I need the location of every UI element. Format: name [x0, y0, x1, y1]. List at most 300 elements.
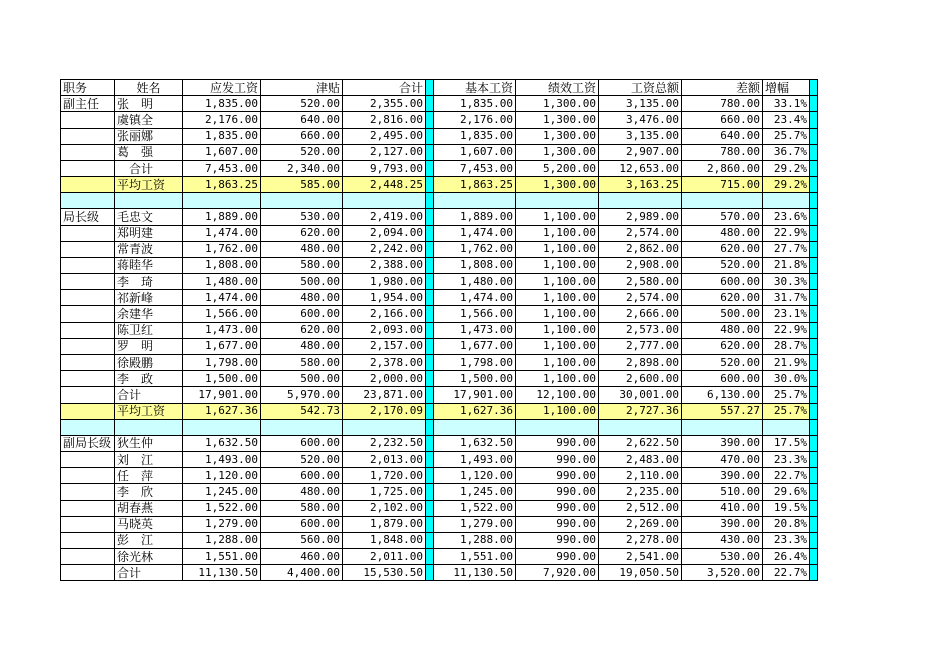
value-cell[interactable]: 2,580.00: [599, 274, 682, 290]
value-cell[interactable]: 2,242.00: [343, 241, 426, 257]
value-cell[interactable]: 1,808.00: [183, 257, 261, 273]
value-cell[interactable]: 1,288.00: [434, 532, 516, 548]
value-cell[interactable]: 1,100.00: [516, 403, 599, 419]
value-cell[interactable]: 2,000.00: [343, 371, 426, 387]
value-cell[interactable]: [763, 193, 810, 209]
name-cell[interactable]: 张丽娜: [115, 128, 183, 144]
value-cell[interactable]: 780.00: [682, 144, 763, 160]
value-cell[interactable]: 3,135.00: [599, 128, 682, 144]
value-cell[interactable]: 620.00: [682, 338, 763, 354]
role-cell[interactable]: [61, 274, 115, 290]
value-cell[interactable]: 2,907.00: [599, 144, 682, 160]
role-cell[interactable]: [61, 484, 115, 500]
name-cell[interactable]: 刘 江: [115, 451, 183, 467]
value-cell[interactable]: 4,400.00: [261, 565, 343, 581]
value-cell[interactable]: 25.7%: [763, 403, 810, 419]
value-cell[interactable]: 500.00: [261, 371, 343, 387]
role-cell[interactable]: [61, 290, 115, 306]
value-cell[interactable]: 715.00: [682, 177, 763, 193]
value-cell[interactable]: [434, 419, 516, 435]
value-cell[interactable]: 1,632.50: [434, 435, 516, 451]
value-cell[interactable]: 500.00: [682, 306, 763, 322]
value-cell[interactable]: 600.00: [682, 274, 763, 290]
name-cell[interactable]: 胡春燕: [115, 500, 183, 516]
value-cell[interactable]: 1,632.50: [183, 435, 261, 451]
value-cell[interactable]: 520.00: [682, 355, 763, 371]
value-cell[interactable]: 20.8%: [763, 516, 810, 532]
value-cell[interactable]: 1,120.00: [183, 468, 261, 484]
name-cell[interactable]: 陈卫红: [115, 322, 183, 338]
value-cell[interactable]: 7,453.00: [434, 160, 516, 176]
value-cell[interactable]: 1,473.00: [183, 322, 261, 338]
name-cell[interactable]: 郑明建: [115, 225, 183, 241]
role-cell[interactable]: [61, 322, 115, 338]
role-cell[interactable]: [61, 160, 115, 176]
value-cell[interactable]: 600.00: [682, 371, 763, 387]
role-cell[interactable]: [61, 549, 115, 565]
value-cell[interactable]: 390.00: [682, 435, 763, 451]
value-cell[interactable]: 1,480.00: [434, 274, 516, 290]
value-cell[interactable]: 23.1%: [763, 306, 810, 322]
value-cell[interactable]: 2,541.00: [599, 549, 682, 565]
value-cell[interactable]: [599, 419, 682, 435]
role-cell[interactable]: [61, 468, 115, 484]
value-cell[interactable]: 7,920.00: [516, 565, 599, 581]
header-cell[interactable]: 合计: [343, 80, 426, 96]
value-cell[interactable]: 23,871.00: [343, 387, 426, 403]
header-cell[interactable]: 增幅: [763, 80, 810, 96]
value-cell[interactable]: 1,279.00: [183, 516, 261, 532]
role-cell[interactable]: [61, 193, 115, 209]
value-cell[interactable]: 17.5%: [763, 435, 810, 451]
value-cell[interactable]: 1,100.00: [516, 257, 599, 273]
role-cell[interactable]: [61, 516, 115, 532]
value-cell[interactable]: 1,300.00: [516, 96, 599, 112]
value-cell[interactable]: 990.00: [516, 549, 599, 565]
role-cell[interactable]: [61, 532, 115, 548]
name-cell[interactable]: 虞镇全: [115, 112, 183, 128]
value-cell[interactable]: 520.00: [261, 144, 343, 160]
role-cell[interactable]: [61, 112, 115, 128]
value-cell[interactable]: 29.6%: [763, 484, 810, 500]
value-cell[interactable]: 1,551.00: [183, 549, 261, 565]
value-cell[interactable]: 5,200.00: [516, 160, 599, 176]
value-cell[interactable]: 2,388.00: [343, 257, 426, 273]
name-cell[interactable]: 张 明: [115, 96, 183, 112]
value-cell[interactable]: 990.00: [516, 500, 599, 516]
value-cell[interactable]: 2,512.00: [599, 500, 682, 516]
value-cell[interactable]: 28.7%: [763, 338, 810, 354]
value-cell[interactable]: 1,677.00: [183, 338, 261, 354]
value-cell[interactable]: 1,879.00: [343, 516, 426, 532]
value-cell[interactable]: 1,473.00: [434, 322, 516, 338]
value-cell[interactable]: 1,835.00: [434, 128, 516, 144]
header-cell[interactable]: 职务: [61, 80, 115, 96]
role-cell[interactable]: [61, 451, 115, 467]
name-cell[interactable]: 葛 强: [115, 144, 183, 160]
value-cell[interactable]: 1,980.00: [343, 274, 426, 290]
value-cell[interactable]: 2,127.00: [343, 144, 426, 160]
name-cell[interactable]: 合计: [115, 565, 183, 581]
value-cell[interactable]: 480.00: [261, 290, 343, 306]
value-cell[interactable]: 390.00: [682, 468, 763, 484]
value-cell[interactable]: 1,100.00: [516, 338, 599, 354]
value-cell[interactable]: 31.7%: [763, 290, 810, 306]
value-cell[interactable]: [183, 193, 261, 209]
value-cell[interactable]: 2,011.00: [343, 549, 426, 565]
value-cell[interactable]: 1,480.00: [183, 274, 261, 290]
value-cell[interactable]: 580.00: [261, 500, 343, 516]
value-cell[interactable]: 990.00: [516, 532, 599, 548]
value-cell[interactable]: 36.7%: [763, 144, 810, 160]
value-cell[interactable]: 21.8%: [763, 257, 810, 273]
name-cell[interactable]: 李 政: [115, 371, 183, 387]
value-cell[interactable]: 1,300.00: [516, 144, 599, 160]
value-cell[interactable]: 1,848.00: [343, 532, 426, 548]
value-cell[interactable]: 2,235.00: [599, 484, 682, 500]
value-cell[interactable]: 3,476.00: [599, 112, 682, 128]
value-cell[interactable]: 1,100.00: [516, 290, 599, 306]
value-cell[interactable]: 1,566.00: [434, 306, 516, 322]
value-cell[interactable]: 1,522.00: [183, 500, 261, 516]
value-cell[interactable]: 2,908.00: [599, 257, 682, 273]
value-cell[interactable]: [599, 193, 682, 209]
value-cell[interactable]: 23.3%: [763, 532, 810, 548]
value-cell[interactable]: 1,889.00: [183, 209, 261, 225]
value-cell[interactable]: 2,013.00: [343, 451, 426, 467]
value-cell[interactable]: 1,835.00: [183, 128, 261, 144]
value-cell[interactable]: 23.6%: [763, 209, 810, 225]
role-cell[interactable]: 副局长级: [61, 435, 115, 451]
value-cell[interactable]: 30.3%: [763, 274, 810, 290]
value-cell[interactable]: 2,816.00: [343, 112, 426, 128]
role-cell[interactable]: [61, 419, 115, 435]
header-cell[interactable]: 工资总额: [599, 80, 682, 96]
value-cell[interactable]: 600.00: [261, 468, 343, 484]
value-cell[interactable]: 1,500.00: [183, 371, 261, 387]
role-cell[interactable]: [61, 128, 115, 144]
value-cell[interactable]: 12,653.00: [599, 160, 682, 176]
value-cell[interactable]: 2,574.00: [599, 225, 682, 241]
value-cell[interactable]: 2,777.00: [599, 338, 682, 354]
value-cell[interactable]: 620.00: [261, 322, 343, 338]
value-cell[interactable]: 1,245.00: [434, 484, 516, 500]
value-cell[interactable]: 585.00: [261, 177, 343, 193]
value-cell[interactable]: 1,808.00: [434, 257, 516, 273]
value-cell[interactable]: 1,522.00: [434, 500, 516, 516]
value-cell[interactable]: 1,677.00: [434, 338, 516, 354]
value-cell[interactable]: 23.3%: [763, 451, 810, 467]
value-cell[interactable]: 2,093.00: [343, 322, 426, 338]
name-cell[interactable]: 徐光林: [115, 549, 183, 565]
value-cell[interactable]: 580.00: [261, 257, 343, 273]
header-cell[interactable]: 应发工资: [183, 80, 261, 96]
role-cell[interactable]: [61, 257, 115, 273]
value-cell[interactable]: [763, 419, 810, 435]
value-cell[interactable]: [183, 419, 261, 435]
value-cell[interactable]: 1,300.00: [516, 177, 599, 193]
value-cell[interactable]: [682, 193, 763, 209]
value-cell[interactable]: 990.00: [516, 435, 599, 451]
value-cell[interactable]: 2,176.00: [434, 112, 516, 128]
value-cell[interactable]: 22.9%: [763, 322, 810, 338]
value-cell[interactable]: 2,448.25: [343, 177, 426, 193]
value-cell[interactable]: 990.00: [516, 468, 599, 484]
value-cell[interactable]: 1,798.00: [183, 355, 261, 371]
value-cell[interactable]: 1,279.00: [434, 516, 516, 532]
value-cell[interactable]: 390.00: [682, 516, 763, 532]
value-cell[interactable]: 2,340.00: [261, 160, 343, 176]
header-cell[interactable]: 绩效工资: [516, 80, 599, 96]
value-cell[interactable]: 620.00: [261, 225, 343, 241]
name-cell[interactable]: 彭 江: [115, 532, 183, 548]
value-cell[interactable]: 990.00: [516, 451, 599, 467]
name-cell[interactable]: 李 欣: [115, 484, 183, 500]
value-cell[interactable]: 542.73: [261, 403, 343, 419]
value-cell[interactable]: 1,566.00: [183, 306, 261, 322]
header-cell[interactable]: 基本工资: [434, 80, 516, 96]
value-cell[interactable]: 1,100.00: [516, 371, 599, 387]
value-cell[interactable]: 17,901.00: [434, 387, 516, 403]
value-cell[interactable]: 570.00: [682, 209, 763, 225]
value-cell[interactable]: 460.00: [261, 549, 343, 565]
value-cell[interactable]: 580.00: [261, 355, 343, 371]
value-cell[interactable]: 470.00: [682, 451, 763, 467]
value-cell[interactable]: 30,001.00: [599, 387, 682, 403]
value-cell[interactable]: 25.7%: [763, 387, 810, 403]
name-cell[interactable]: 罗 明: [115, 338, 183, 354]
value-cell[interactable]: 1,288.00: [183, 532, 261, 548]
header-cell[interactable]: 差额: [682, 80, 763, 96]
value-cell[interactable]: 640.00: [261, 112, 343, 128]
value-cell[interactable]: 2,176.00: [183, 112, 261, 128]
value-cell[interactable]: 520.00: [261, 451, 343, 467]
value-cell[interactable]: [261, 419, 343, 435]
value-cell[interactable]: 33.1%: [763, 96, 810, 112]
value-cell[interactable]: 1,120.00: [434, 468, 516, 484]
value-cell[interactable]: 9,793.00: [343, 160, 426, 176]
value-cell[interactable]: 2,102.00: [343, 500, 426, 516]
value-cell[interactable]: 1,300.00: [516, 128, 599, 144]
value-cell[interactable]: 2,378.00: [343, 355, 426, 371]
value-cell[interactable]: 2,094.00: [343, 225, 426, 241]
value-cell[interactable]: 1,100.00: [516, 241, 599, 257]
value-cell[interactable]: 410.00: [682, 500, 763, 516]
name-cell[interactable]: 平均工资: [115, 403, 183, 419]
value-cell[interactable]: [343, 193, 426, 209]
value-cell[interactable]: 480.00: [682, 322, 763, 338]
value-cell[interactable]: [682, 419, 763, 435]
header-cell[interactable]: 姓名: [115, 80, 183, 96]
value-cell[interactable]: 1,300.00: [516, 112, 599, 128]
value-cell[interactable]: 12,100.00: [516, 387, 599, 403]
value-cell[interactable]: [261, 193, 343, 209]
value-cell[interactable]: 500.00: [261, 274, 343, 290]
role-cell[interactable]: [61, 241, 115, 257]
value-cell[interactable]: 19.5%: [763, 500, 810, 516]
name-cell[interactable]: 徐殿鹏: [115, 355, 183, 371]
value-cell[interactable]: 21.9%: [763, 355, 810, 371]
role-cell[interactable]: [61, 177, 115, 193]
value-cell[interactable]: 3,135.00: [599, 96, 682, 112]
value-cell[interactable]: 640.00: [682, 128, 763, 144]
value-cell[interactable]: 1,863.25: [183, 177, 261, 193]
value-cell[interactable]: 600.00: [261, 435, 343, 451]
value-cell[interactable]: 1,500.00: [434, 371, 516, 387]
value-cell[interactable]: 990.00: [516, 484, 599, 500]
value-cell[interactable]: 2,355.00: [343, 96, 426, 112]
name-cell[interactable]: 余建华: [115, 306, 183, 322]
value-cell[interactable]: 1,474.00: [183, 225, 261, 241]
value-cell[interactable]: 27.7%: [763, 241, 810, 257]
value-cell[interactable]: 2,170.09: [343, 403, 426, 419]
value-cell[interactable]: 3,520.00: [682, 565, 763, 581]
value-cell[interactable]: 6,130.00: [682, 387, 763, 403]
value-cell[interactable]: 2,157.00: [343, 338, 426, 354]
value-cell[interactable]: 1,762.00: [183, 241, 261, 257]
role-cell[interactable]: 局长级: [61, 209, 115, 225]
value-cell[interactable]: 1,835.00: [183, 96, 261, 112]
value-cell[interactable]: 1,551.00: [434, 549, 516, 565]
value-cell[interactable]: [516, 193, 599, 209]
value-cell[interactable]: 1,100.00: [516, 355, 599, 371]
value-cell[interactable]: 480.00: [261, 484, 343, 500]
value-cell[interactable]: 2,862.00: [599, 241, 682, 257]
value-cell[interactable]: 1,627.36: [434, 403, 516, 419]
value-cell[interactable]: 2,600.00: [599, 371, 682, 387]
role-cell[interactable]: [61, 355, 115, 371]
value-cell[interactable]: 520.00: [682, 257, 763, 273]
name-cell[interactable]: 毛忠文: [115, 209, 183, 225]
value-cell[interactable]: 1,245.00: [183, 484, 261, 500]
value-cell[interactable]: 990.00: [516, 516, 599, 532]
value-cell[interactable]: 2,269.00: [599, 516, 682, 532]
value-cell[interactable]: 660.00: [261, 128, 343, 144]
name-cell[interactable]: 蒋睦华: [115, 257, 183, 273]
value-cell[interactable]: 1,100.00: [516, 274, 599, 290]
value-cell[interactable]: 22.7%: [763, 468, 810, 484]
value-cell[interactable]: 1,720.00: [343, 468, 426, 484]
value-cell[interactable]: 2,419.00: [343, 209, 426, 225]
value-cell[interactable]: 1,474.00: [434, 290, 516, 306]
value-cell[interactable]: 17,901.00: [183, 387, 261, 403]
value-cell[interactable]: 620.00: [682, 290, 763, 306]
value-cell[interactable]: 2,573.00: [599, 322, 682, 338]
value-cell[interactable]: 1,627.36: [183, 403, 261, 419]
value-cell[interactable]: 557.27: [682, 403, 763, 419]
role-cell[interactable]: 副主任: [61, 96, 115, 112]
value-cell[interactable]: 1,607.00: [434, 144, 516, 160]
name-cell[interactable]: 任 萍: [115, 468, 183, 484]
value-cell[interactable]: 3,163.25: [599, 177, 682, 193]
name-cell[interactable]: 合计: [115, 160, 183, 176]
value-cell[interactable]: 480.00: [261, 338, 343, 354]
name-cell[interactable]: 祁新峰: [115, 290, 183, 306]
value-cell[interactable]: 2,574.00: [599, 290, 682, 306]
value-cell[interactable]: 30.0%: [763, 371, 810, 387]
value-cell[interactable]: 11,130.50: [183, 565, 261, 581]
value-cell[interactable]: 19,050.50: [599, 565, 682, 581]
value-cell[interactable]: 1,100.00: [516, 209, 599, 225]
value-cell[interactable]: 29.2%: [763, 160, 810, 176]
value-cell[interactable]: 2,622.50: [599, 435, 682, 451]
value-cell[interactable]: 25.7%: [763, 128, 810, 144]
value-cell[interactable]: 1,798.00: [434, 355, 516, 371]
value-cell[interactable]: 530.00: [682, 549, 763, 565]
value-cell[interactable]: 560.00: [261, 532, 343, 548]
value-cell[interactable]: 29.2%: [763, 177, 810, 193]
value-cell[interactable]: 1,493.00: [434, 451, 516, 467]
value-cell[interactable]: 5,970.00: [261, 387, 343, 403]
name-cell[interactable]: 李 琦: [115, 274, 183, 290]
header-cell[interactable]: 津贴: [261, 80, 343, 96]
value-cell[interactable]: 22.7%: [763, 565, 810, 581]
value-cell[interactable]: 520.00: [261, 96, 343, 112]
role-cell[interactable]: [61, 371, 115, 387]
role-cell[interactable]: [61, 144, 115, 160]
value-cell[interactable]: 2,989.00: [599, 209, 682, 225]
name-cell[interactable]: [115, 419, 183, 435]
value-cell[interactable]: 26.4%: [763, 549, 810, 565]
value-cell[interactable]: 430.00: [682, 532, 763, 548]
value-cell[interactable]: 780.00: [682, 96, 763, 112]
value-cell[interactable]: 2,166.00: [343, 306, 426, 322]
value-cell[interactable]: 1,474.00: [183, 290, 261, 306]
value-cell[interactable]: 2,278.00: [599, 532, 682, 548]
role-cell[interactable]: [61, 565, 115, 581]
role-cell[interactable]: [61, 306, 115, 322]
value-cell[interactable]: 1,100.00: [516, 225, 599, 241]
value-cell[interactable]: 620.00: [682, 241, 763, 257]
value-cell[interactable]: 1,474.00: [434, 225, 516, 241]
value-cell[interactable]: 1,493.00: [183, 451, 261, 467]
value-cell[interactable]: 7,453.00: [183, 160, 261, 176]
value-cell[interactable]: 2,860.00: [682, 160, 763, 176]
value-cell[interactable]: 1,863.25: [434, 177, 516, 193]
value-cell[interactable]: 2,232.50: [343, 435, 426, 451]
value-cell[interactable]: 11,130.50: [434, 565, 516, 581]
name-cell[interactable]: 合计: [115, 387, 183, 403]
value-cell[interactable]: 1,835.00: [434, 96, 516, 112]
name-cell[interactable]: 平均工资: [115, 177, 183, 193]
value-cell[interactable]: 15,530.50: [343, 565, 426, 581]
value-cell[interactable]: 2,495.00: [343, 128, 426, 144]
role-cell[interactable]: [61, 225, 115, 241]
value-cell[interactable]: 23.4%: [763, 112, 810, 128]
role-cell[interactable]: [61, 338, 115, 354]
value-cell[interactable]: 660.00: [682, 112, 763, 128]
value-cell[interactable]: 1,100.00: [516, 322, 599, 338]
role-cell[interactable]: [61, 500, 115, 516]
value-cell[interactable]: 1,607.00: [183, 144, 261, 160]
value-cell[interactable]: 2,483.00: [599, 451, 682, 467]
value-cell[interactable]: 600.00: [261, 516, 343, 532]
value-cell[interactable]: [343, 419, 426, 435]
value-cell[interactable]: 1,725.00: [343, 484, 426, 500]
name-cell[interactable]: 常青波: [115, 241, 183, 257]
value-cell[interactable]: [434, 193, 516, 209]
value-cell[interactable]: 600.00: [261, 306, 343, 322]
value-cell[interactable]: 1,954.00: [343, 290, 426, 306]
value-cell[interactable]: [516, 419, 599, 435]
value-cell[interactable]: 510.00: [682, 484, 763, 500]
value-cell[interactable]: 2,898.00: [599, 355, 682, 371]
role-cell[interactable]: [61, 387, 115, 403]
value-cell[interactable]: 1,762.00: [434, 241, 516, 257]
name-cell[interactable]: 狄生仲: [115, 435, 183, 451]
role-cell[interactable]: [61, 403, 115, 419]
name-cell[interactable]: [115, 193, 183, 209]
